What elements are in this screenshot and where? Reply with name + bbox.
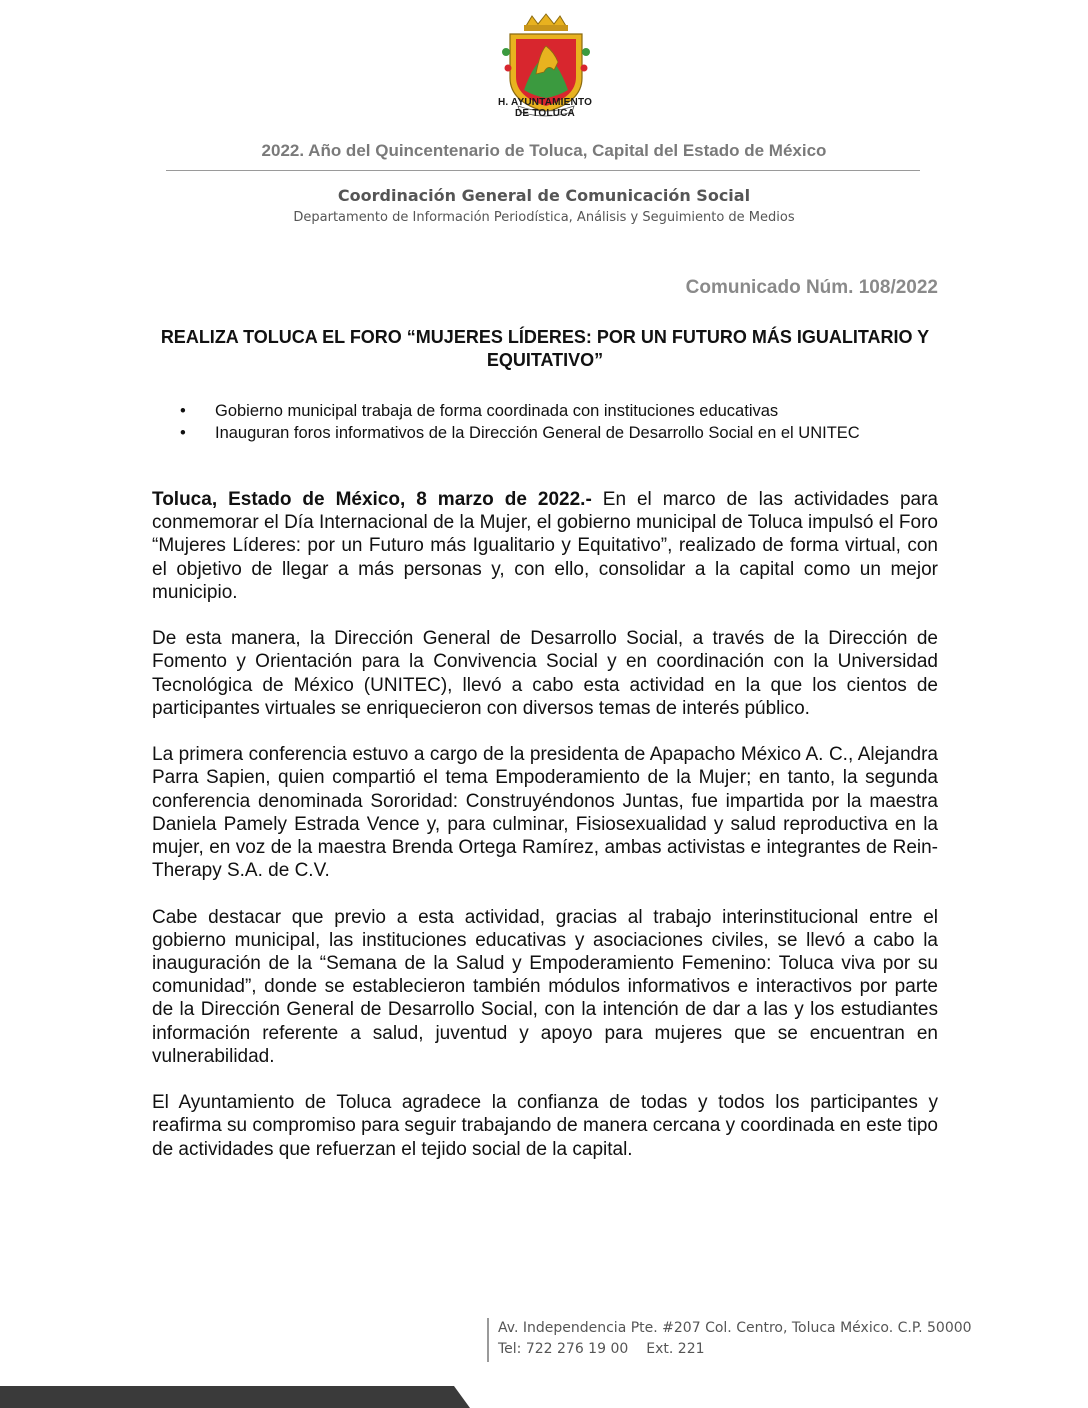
- summary-bullet: [180, 422, 920, 444]
- press-release-body: [152, 488, 938, 1184]
- footer-divider: [487, 1318, 489, 1362]
- body-paragraph: El Ayuntamiento de Toluca agradece la confianza de todas y todos los participantes y reafirma su compromiso para seguir trabajando de manera cercana y coordinada en este tipo de actividades que refuerzan el tejido social de la capital.: [152, 1092, 938, 1160]
- header-divider: [166, 170, 920, 171]
- summary-bullet-text: Gobierno municipal trabaja de forma coordinada con instituciones educativas: [215, 402, 779, 420]
- body-paragraph-text: En el marco de las actividades para conmemorar el Día Internacional de la Mujer, el gobierno municipal de Toluca impulsó el Foro “Mujeres Líderes: por un Futuro más Igualitario y Equitativo”, realizado de forma virtual, con el objetivo de llegar a más personas y, con ello, consolidar a la capital como un mejor municipio.: [152, 489, 938, 603]
- footer-phone-ext: Ext. 221: [646, 1341, 705, 1357]
- summary-bullet-list: [180, 400, 920, 444]
- department-subtitle: Departamento de Información Periodística, Análisis y Seguimiento de Medios: [293, 210, 795, 225]
- footer-decorative-bar: [0, 1386, 470, 1408]
- dateline: Toluca, Estado de México, 8 marzo de 2022.-: [152, 489, 592, 510]
- body-paragraph: [152, 488, 938, 604]
- summary-bullet-text: Inauguran foros informativos de la Dirección General de Desarrollo Social en el UNITEC: [215, 424, 860, 442]
- body-paragraph: Cabe destacar que previo a esta actividad, gracias al trabajo interinstitucional entre el gobierno municipal, las instituciones educativas y asociaciones civiles, se llevó a cabo la inauguración de la “Semana de la Salud y Empoderamiento Femenino: Toluca viva por su comunidad”, donde se establecieron también módulos informativos e interactivos por parte de la Dirección General de Desarrollo Social, con la intención de dar a las y los estudiantes información referente a salud, juventud y apoyo para mujeres que se encuentran en vulnerabilidad.: [152, 906, 938, 1067]
- body-paragraph: De esta manera, la Dirección General de Desarrollo Social, a través de la Dirección de Fomento y Orientación para la Convivencia Social y en coordinación con la Universidad Tecnológica de México (UNITEC), llevó a cabo esta actividad en la que los cientos de participantes virtuales se enriquecieron con diversos temas de interés público.: [152, 628, 938, 719]
- communique-number: Comunicado Núm. 108/2022: [685, 277, 938, 298]
- crown-band: [524, 25, 568, 31]
- bullet-icon: •: [180, 424, 186, 442]
- footer-phone-number: Tel: 722 276 19 00: [498, 1341, 629, 1357]
- logo-caption: [470, 97, 620, 119]
- crown-icon: [526, 14, 566, 26]
- body-paragraph: La primera conferencia estuvo a cargo de la presidenta de Apapacho México A. C., Alejandra Parra Sapien, quien compartió el tema Empoderamiento de la Mujer; en tanto, la segunda conferencia denominada Sororidad: Construyéndonos Juntas, fue impartida por la maestra Daniela Pamely Estrada Vence y, para culminar, Fisiosexualidad y salud reproductiva en la mujer, en voz de la maestra Brenda Ortega Ramírez, ambas activistas e integrantes de Rein-Therapy S.A. de C.V.: [152, 744, 938, 882]
- logo-caption-line1: H. AYUNTAMIENTO: [497, 97, 593, 108]
- bullet-icon: •: [180, 402, 186, 420]
- press-release-headline: REALIZA TOLUCA EL FORO “MUJERES LÍDERES: POR UN FUTURO MÁS IGUALITARIO Y EQUITATIVO”: [160, 327, 930, 370]
- year-banner: 2022. Año del Quincentenario de Toluca, Capital del Estado de México: [261, 141, 827, 160]
- summary-bullet: [180, 400, 920, 422]
- logo-caption-line2: DE TOLUCA: [515, 108, 575, 119]
- footer-phone: [498, 1341, 705, 1357]
- footer-address: Av. Independencia Pte. #207 Col. Centro, Toluca México. C.P. 50000: [498, 1320, 972, 1336]
- coordination-title: Coordinación General de Comunicación Social: [337, 186, 751, 205]
